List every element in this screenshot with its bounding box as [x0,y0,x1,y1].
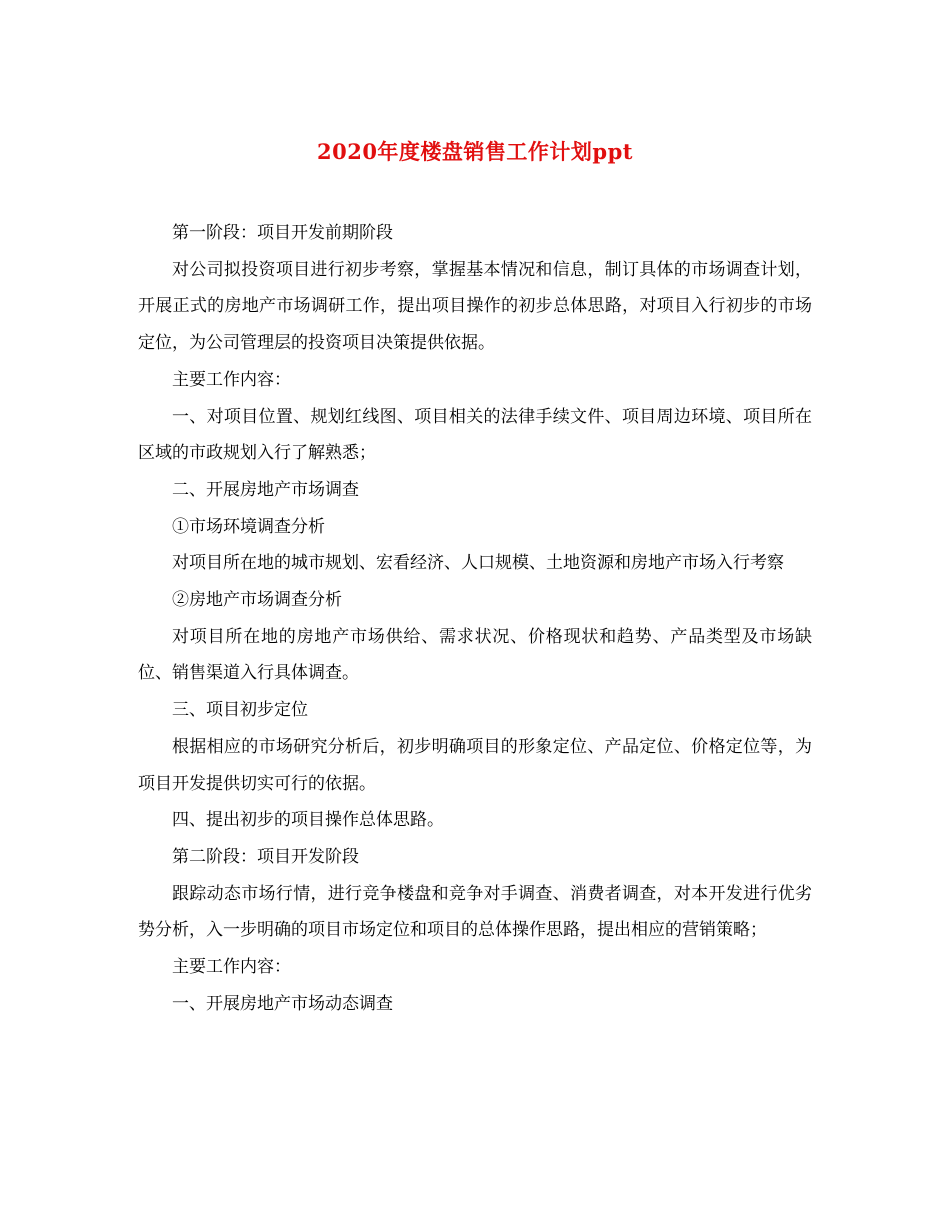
paragraph-item-three: 三、项目初步定位 [172,700,308,721]
paragraph-subitem-real-estate-market: ②房地产市场调查分析 [172,590,342,611]
document-body [138,215,812,1022]
paragraph-main-work-heading-2: 主要工作内容： [172,957,291,978]
paragraph-real-estate-market-description: 对项目所在地的房地产市场供给、需求状况、价格现状和趋势、产品类型及市场缺位、销售渠道入行具体调查。 [138,626,812,684]
paragraph-item-four: 四、提出初步的项目操作总体思路。 [172,810,444,831]
paragraph-main-work-heading: 主要工作内容： [172,369,291,390]
paragraph-stage-one-description: 对公司拟投资项目进行初步考察，掌握基本情况和信息，制订具体的市场调查计划，开展正式的房地产市场调研工作，提出项目操作的初步总体思路，对项目入行初步的市场定位，为公司管理层的投资项目决策提供依据。 [138,259,812,354]
paragraph-stage-one-heading: 第一阶段：项目开发前期阶段 [172,223,393,243]
paragraph-item-one: 一、对项目位置、规划红线图、项目相关的法律手续文件、项目周边环境、项目所在区域的市政规划入行了解熟悉； [138,406,812,464]
paragraph-subitem-market-environment: ①市场环境调查分析 [172,516,325,537]
paragraph-stage-two-heading: 第二阶段：项目开发阶段 [172,846,359,867]
paragraph-market-environment-description: 对项目所在地的城市规划、宏看经济、人口规模、土地资源和房地产市场入行考察 [172,553,784,574]
paragraph-positioning-description: 根据相应的市场研究分析后，初步明确项目的形象定位、产品定位、价格定位等，为项目开发提供切实可行的依据。 [138,736,812,794]
paragraph-stage-two-description: 跟踪动态市场行情，进行竞争楼盘和竞争对手调查、消费者调查，对本开发进行优劣势分析，入一步明确的项目市场定位和项目的总体操作思路，提出相应的营销策略； [138,883,812,941]
document-title: 2020年度楼盘销售工作计划ppt [316,139,633,164]
paragraph-item-two: 二、开展房地产市场调查 [172,479,359,500]
paragraph-stage-two-item-one: 一、开展房地产市场动态调查 [172,993,393,1014]
